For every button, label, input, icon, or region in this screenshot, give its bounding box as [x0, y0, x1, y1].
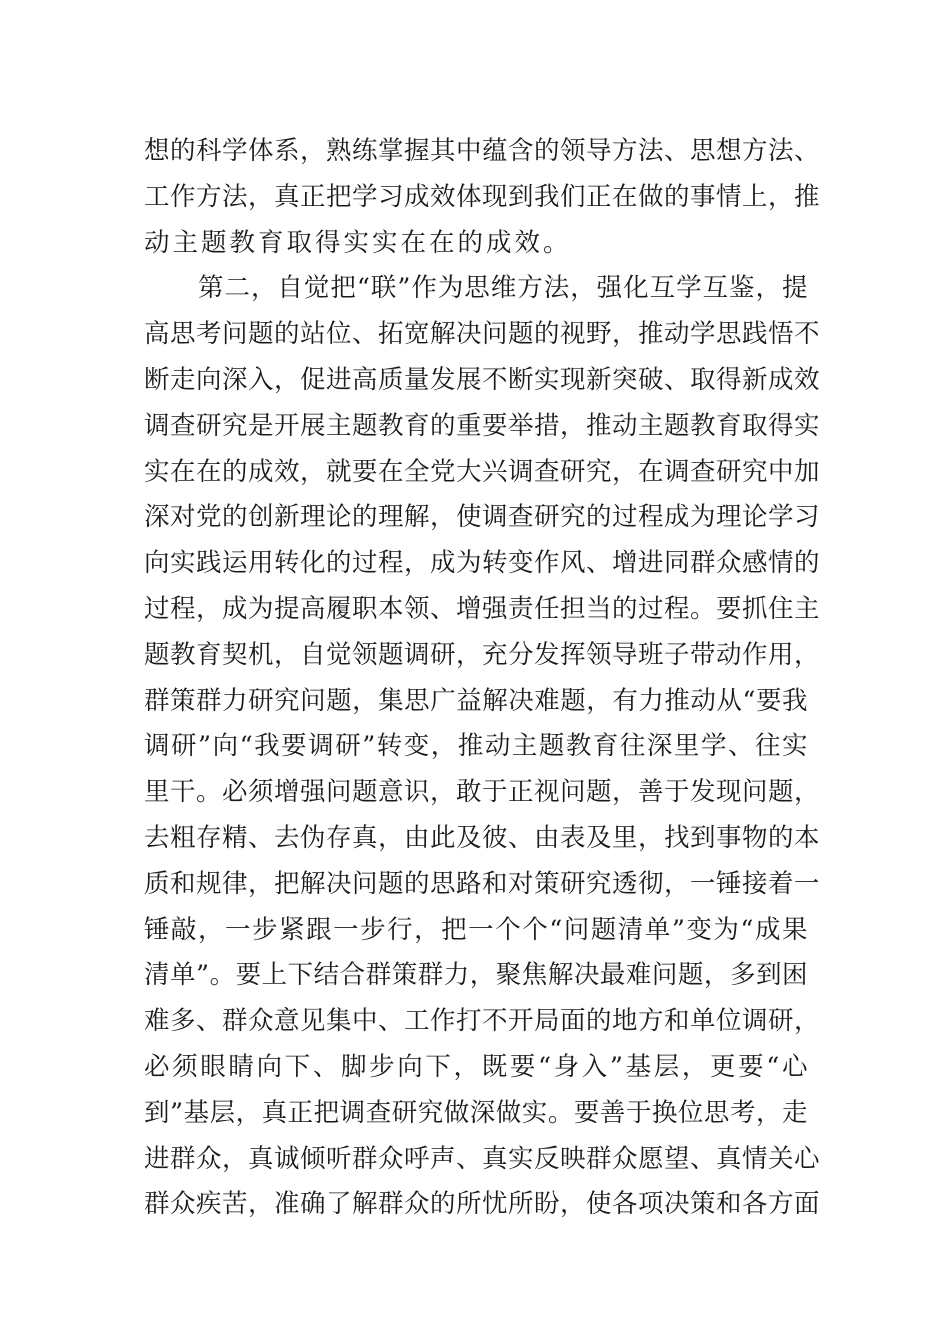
text-line: 清单”。要上下结合群策群力，聚焦解决最难问题，多到困 — [144, 960, 808, 991]
paragraph-1 — [144, 129, 821, 266]
body-text — [144, 129, 821, 1228]
text-line: 断走向深入，促进高质量发展不断实现新突破、取得新成效 — [144, 364, 821, 395]
text-line: 里干。必须增强问题意识，敢于正视问题，善于发现问题， — [144, 777, 821, 808]
text-line: 工作方法，真正把学习成效体现到我们正在做的事情上，推 — [144, 181, 821, 212]
text-line: 深对党的创新理论的理解，使调查研究的过程成为理论学习 — [144, 502, 821, 533]
text-line: 想的科学体系，熟练掌握其中蕴含的领导方法、思想方法、 — [144, 136, 821, 166]
text-line: 质和规律，把解决问题的思路和对策研究透彻，一锤接着一 — [144, 868, 821, 899]
text-line: 过程，成为提高履职本领、增强责任担当的过程。要抓住主 — [144, 593, 821, 624]
text-line: 高思考问题的站位、拓宽解决问题的视野，推动学思践悟不 — [144, 319, 821, 350]
text-line: 群策群力研究问题，集思广益解决难题，有力推动从“要我 — [144, 685, 808, 716]
text-line: 实在在的成效，就要在全党大兴调查研究，在调查研究中加 — [144, 456, 821, 487]
text-line: 去粗存精、去伪存真，由此及彼、由表及里，找到事物的本 — [144, 822, 821, 853]
text-line: 进群众，真诚倾听群众呼声、真实反映群众愿望、真情关心 — [144, 1143, 821, 1174]
text-line: 调研”向“我要调研”转变，推动主题教育往深里学、往实 — [144, 731, 808, 762]
text-line: 第二，自觉把“联”作为思维方法，强化互学互鉴，提 — [198, 273, 808, 304]
paragraph-2 — [144, 266, 821, 1228]
text-line: 动主题教育取得实实在在的成效。 — [144, 227, 572, 258]
text-line: 必须眼睛向下、脚步向下，既要“身入”基层，更要“心 — [144, 1051, 808, 1082]
text-line: 到”基层，真正把调查研究做深做实。要善于换位思考，走 — [144, 1097, 808, 1128]
text-line: 难多、群众意见集中、工作打不开局面的地方和单位调研， — [144, 1006, 821, 1037]
text-line: 题教育契机，自觉领题调研，充分发挥领导班子带动作用， — [144, 639, 821, 670]
text-line: 锤敲，一步紧跟一步行，把一个个“问题清单”变为“成果 — [144, 914, 808, 945]
text-line: 群众疾苦，准确了解群众的所忧所盼，使各项决策和各方面 — [144, 1189, 821, 1220]
text-line: 调查研究是开展主题教育的重要举措，推动主题教育取得实 — [144, 410, 821, 441]
text-line: 向实践运用转化的过程，成为转变作风、增进同群众感情的 — [144, 548, 821, 579]
